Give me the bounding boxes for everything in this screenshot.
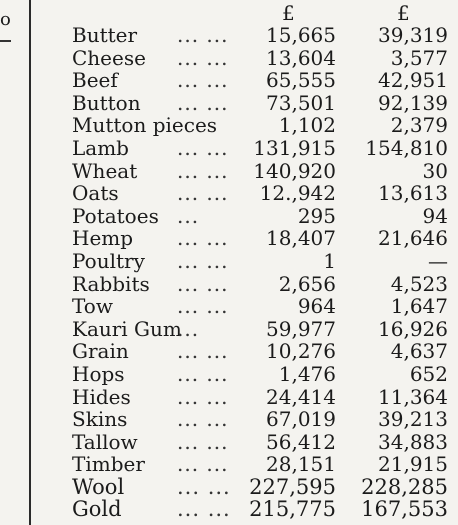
row-value-col1: 140,920 — [253, 158, 336, 183]
row-value-col2: 11,364 — [378, 384, 448, 409]
row-value-col1: 59,977 — [266, 316, 336, 341]
table-row — [32, 182, 452, 205]
row-value-col1: 2,656 — [278, 271, 336, 296]
adjacent-column-rule — [0, 40, 11, 42]
row-value-col2: 34,883 — [378, 429, 448, 454]
column-divider — [29, 0, 31, 525]
table-row — [32, 205, 452, 228]
row-value-col2: 4,637 — [390, 339, 448, 364]
table-row — [32, 295, 452, 318]
table-row — [32, 498, 452, 521]
row-item-name: Beef — [72, 68, 118, 93]
table-row — [32, 69, 452, 92]
row-value-col1: 12.,942 — [259, 181, 336, 206]
exports-table — [32, 0, 452, 521]
row-item-name: Oats — [72, 181, 119, 206]
row-leader-dots: ... ... — [177, 90, 229, 115]
row-leader-dots: ... ... — [177, 135, 229, 160]
row-item-name: Skins — [72, 407, 128, 432]
row-value-col2: 1,647 — [390, 294, 448, 319]
row-value-col1: 964 — [297, 294, 336, 319]
row-item-name: Tallow — [72, 429, 138, 454]
currency-header — [32, 0, 452, 24]
row-value-col1: 227,595 — [249, 474, 336, 499]
row-value-col2: 13,613 — [378, 181, 448, 206]
table-row — [32, 160, 452, 183]
row-value-col2: 94 — [422, 203, 448, 228]
row-value-col2: 2,379 — [390, 113, 448, 138]
row-leader-dots: ... ... — [177, 23, 229, 47]
row-leader-dots: ... ... — [177, 361, 229, 386]
row-leader-dots: ... ... — [177, 452, 229, 477]
row-leader-dots: ... ... — [177, 248, 229, 273]
row-value-col2: 21,915 — [378, 452, 448, 477]
row-value-col2: 652 — [409, 361, 448, 386]
row-leader-dots: ... ... — [177, 407, 229, 432]
row-value-col1: 10,276 — [266, 339, 336, 364]
table-row — [32, 227, 452, 250]
row-value-col1: 131,915 — [253, 135, 336, 160]
row-leader-dots: ... — [177, 203, 200, 228]
row-value-col1: 1,102 — [278, 113, 336, 138]
row-value-col2: 3,577 — [390, 45, 448, 70]
row-item-name: Mutton pieces — [72, 113, 218, 138]
table-row — [32, 273, 452, 296]
row-value-col1: 24,414 — [266, 384, 336, 409]
row-item-name: Potatoes — [72, 203, 159, 228]
adjacent-column-fragment — [0, 0, 14, 525]
table-row — [32, 453, 452, 476]
row-value-col2: 4,523 — [390, 271, 448, 296]
table-row — [32, 24, 452, 47]
table-row — [32, 250, 452, 273]
table-row — [32, 114, 452, 137]
row-value-col1: 28,151 — [266, 452, 336, 477]
row-leader-dots: ... ... — [177, 497, 231, 522]
row-item-name: Tow — [72, 294, 113, 319]
table-row — [32, 363, 452, 386]
row-value-col1: 73,501 — [266, 90, 336, 115]
row-item-name: Rabbits — [72, 271, 150, 296]
row-value-col2: — — [428, 248, 448, 273]
row-item-name: Wheat — [72, 158, 138, 183]
row-value-col2: 39,319 — [378, 23, 448, 47]
row-value-col1: 65,555 — [266, 68, 336, 93]
header-col1-currency: £ — [282, 1, 295, 25]
row-value-col2: 39,213 — [378, 407, 448, 432]
row-value-col1: 13,604 — [266, 45, 336, 70]
row-leader-dots: ... — [177, 316, 200, 341]
row-leader-dots: ... ... — [177, 181, 229, 206]
row-leader-dots: ... ... — [177, 226, 229, 251]
row-item-name: Grain — [72, 339, 129, 364]
row-item-name: Butter — [72, 23, 138, 47]
table-row — [32, 340, 452, 363]
adjacent-column-mark: o — [0, 9, 11, 30]
table-row — [32, 408, 452, 431]
row-item-name: Timber — [72, 452, 145, 477]
row-item-name: Hops — [72, 361, 125, 386]
row-item-name: Gold — [72, 497, 122, 522]
table-row — [32, 137, 452, 160]
row-value-col2: 42,951 — [378, 68, 448, 93]
row-leader-dots: ... ... — [177, 474, 231, 499]
row-value-col2: 228,285 — [361, 474, 448, 499]
row-value-col1: 1,476 — [278, 361, 336, 386]
row-leader-dots: ... ... — [177, 158, 229, 183]
row-item-name: Hides — [72, 384, 131, 409]
row-value-col2: 30 — [422, 158, 448, 183]
table-row — [32, 476, 452, 499]
row-leader-dots: ... ... — [177, 294, 229, 319]
row-value-col2: 167,553 — [361, 497, 448, 522]
table-row — [32, 431, 452, 454]
row-item-name: Wool — [72, 474, 125, 499]
row-value-col2: 92,139 — [378, 90, 448, 115]
row-item-name: Poultry — [72, 248, 145, 273]
table-row — [32, 318, 452, 341]
row-value-col2: 16,926 — [378, 316, 448, 341]
header-col2-currency: £ — [397, 1, 410, 25]
row-item-name: Button — [72, 90, 141, 115]
row-value-col2: 154,810 — [365, 135, 448, 160]
row-item-name: Cheese — [72, 45, 146, 70]
row-leader-dots: ... ... — [177, 45, 229, 70]
table-rows — [32, 24, 452, 521]
row-leader-dots: ... ... — [177, 384, 229, 409]
row-value-col1: 18,407 — [266, 226, 336, 251]
row-value-col1: 67,019 — [266, 407, 336, 432]
row-leader-dots: ... ... — [177, 271, 229, 296]
row-item-name: Lamb — [72, 135, 129, 160]
row-leader-dots: ... ... — [177, 68, 229, 93]
row-value-col1: 15,665 — [266, 23, 336, 47]
row-value-col1: 295 — [297, 203, 336, 228]
row-value-col2: 21,646 — [378, 226, 448, 251]
row-leader-dots: ... ... — [177, 429, 229, 454]
row-value-col1: 56,412 — [266, 429, 336, 454]
row-value-col1: 215,775 — [249, 497, 336, 522]
row-item-name: Hemp — [72, 226, 134, 251]
table-row — [32, 386, 452, 409]
row-leader-dots: ... ... — [177, 339, 229, 364]
row-value-col1: 1 — [323, 248, 336, 273]
row-item-name: Kauri Gum — [72, 316, 182, 341]
table-row — [32, 47, 452, 70]
table-row — [32, 92, 452, 115]
